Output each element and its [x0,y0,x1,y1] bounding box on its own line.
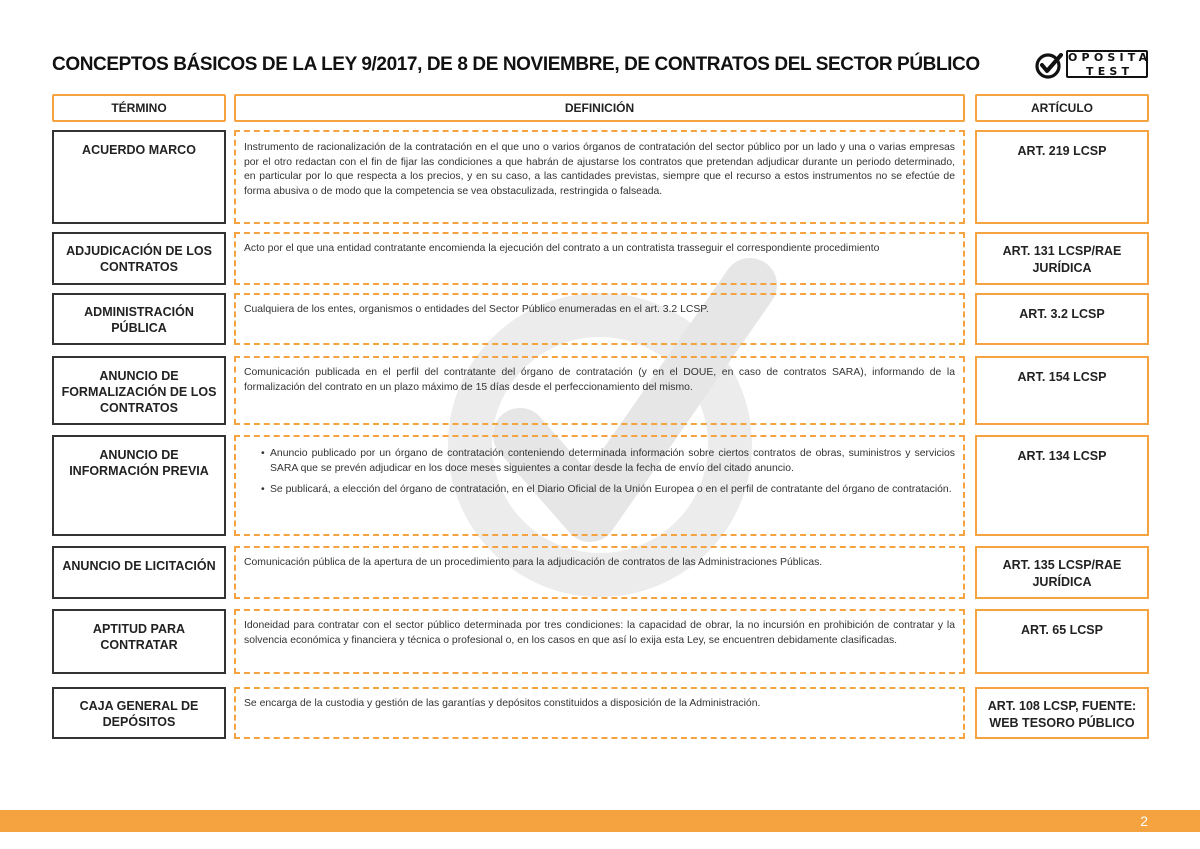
page-number: 2 [1140,813,1148,829]
check-circle-icon [1034,50,1064,80]
term-cell: ACUERDO MARCO [52,130,226,224]
header-definition: DEFINICIÓN [234,94,965,122]
article-cell: ART. 219 LCSP [975,130,1149,224]
article-cell: ART. 3.2 LCSP [975,293,1149,345]
term-cell: CAJA GENERAL DE DEPÓSITOS [52,687,226,739]
opositatest-logo [1034,50,1152,84]
page-title: CONCEPTOS BÁSICOS DE LA LEY 9/2017, DE 8 DE NOVIEMBRE, DE CONTRATOS DEL SECTOR PÚBLICO [52,54,980,75]
definition-bullet: • Anuncio publicado por un órgano de contratación conteniendo determinada información sobre ciertos contratos de obras, suministros y servicios SARA que se prevén adjudicar en los doce meses siguientes a contar desde la fecha de envío del citado anuncio. [270,447,955,476]
article-cell: ART. 135 LCSP/RAE JURÍDICA [975,546,1149,599]
term-cell: ANUNCIO DE LICITACIÓN [52,546,226,599]
header-term: TÉRMINO [52,94,226,122]
definition-bullet-list [244,447,955,498]
definition-cell: Comunicación pública de la apertura de un procedimiento para la adjudicación de contratos de las Administraciones Públicas. [234,546,965,599]
term-cell: APTITUD PARA CONTRATAR [52,609,226,674]
article-cell: ART. 134 LCSP [975,435,1149,536]
term-cell: ANUNCIO DE FORMALIZACIÓN DE LOS CONTRATOS [52,356,226,425]
definition-cell: Acto por el que una entidad contratante encomienda la ejecución del contrato a un contratista trasseguir el correspondiente procedimiento [234,232,965,285]
definition-cell [234,435,965,536]
definition-cell: Comunicación publicada en el perfil del contratante del órgano de contratación (y en el DOUE, en caso de contratos SARA), informando de la formalización del contrato en un plazo máximo de 15 días desde el perfeccionamiento del mismo. [234,356,965,425]
term-cell: ANUNCIO DE INFORMACIÓN PREVIA [52,435,226,536]
definition-cell: Idoneidad para contratar con el sector público determinada por tres condiciones: la capacidad de obrar, la no incursión en prohibición de contratar y la solvencia económica y financiera y técnica o profesional o, en los casos en que así lo exija esta Ley, se encuentren debidamente clasificadas. [234,609,965,674]
term-cell: ADMINISTRACIÓN PÚBLICA [52,293,226,345]
definition-bullet: • Se publicará, a elección del órgano de contratación, en el Diario Oficial de la Unión Europea o en el perfil de contratante del órgano de contratación. [270,483,955,498]
logo-text-oposita: OPOSITA [1068,51,1152,64]
article-cell: ART. 108 LCSP, FUENTE: WEB TESORO PÚBLICO [975,687,1149,739]
article-cell: ART. 65 LCSP [975,609,1149,674]
logo-text-test: TEST [1086,65,1134,78]
definition-cell: Cualquiera de los entes, organismos o entidades del Sector Público enumeradas en el art. 3.2 LCSP. [234,293,965,345]
article-cell: ART. 131 LCSP/RAE JURÍDICA [975,232,1149,285]
footer-bar [0,810,1200,832]
article-cell: ART. 154 LCSP [975,356,1149,425]
term-cell: ADJUDICACIÓN DE LOS CONTRATOS [52,232,226,285]
definition-cell: Instrumento de racionalización de la contratación en el que uno o varios órganos de contratación del sector público por un lado y una o varias empresas por el otro redactan con el fin de fijar las condiciones a que habrán de ajustarse los contratos que pretendan adjudicar durante un periodo determinado, en particular por lo que respecta a los precios, y en su caso, a las cantidades previstas, siempre que el recurso a estos instrumentos no se efectúe de forma abusiva o de modo que la competencia se vea obstaculizada, restringida o falseada. [234,130,965,224]
definition-cell: Se encarga de la custodia y gestión de las garantías y depósitos constituidos a disposición de la Administración. [234,687,965,739]
header-article: ARTÍCULO [975,94,1149,122]
